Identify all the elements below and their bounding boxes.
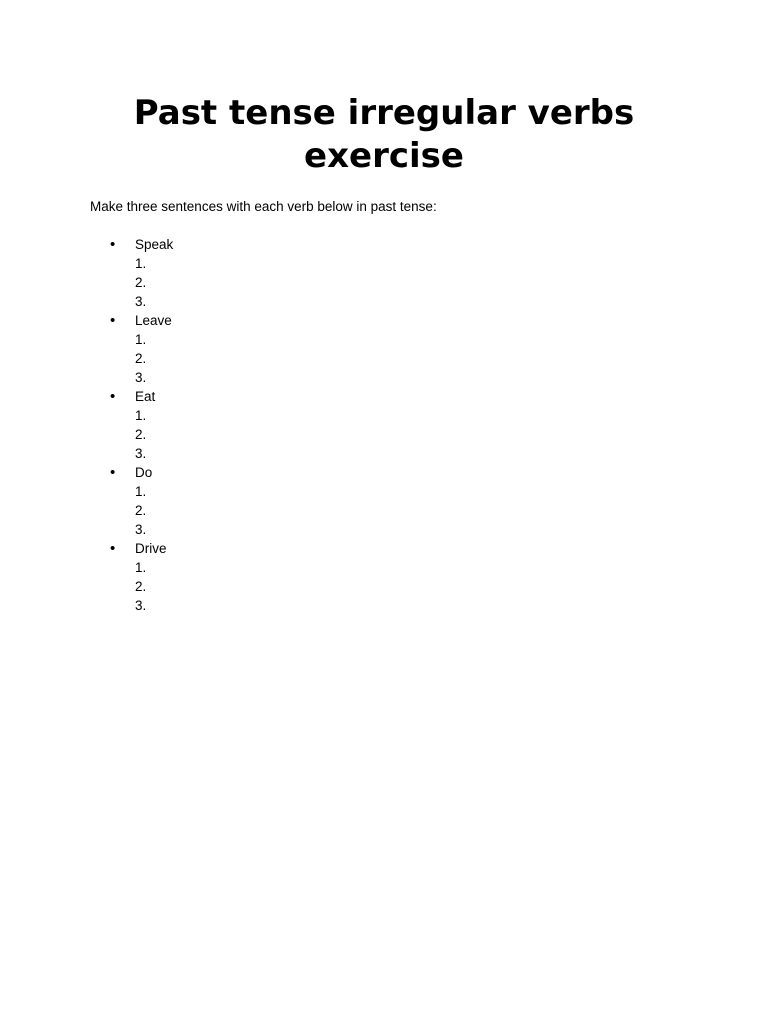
sentence-text[interactable]: [158, 597, 618, 614]
sentence-item: [0, 273, 768, 292]
sentence-number: 3.: [135, 293, 147, 309]
sentence-item: [0, 444, 768, 463]
verb-label: Do: [135, 464, 153, 480]
sentence-number: 3.: [135, 369, 147, 385]
sentence-number: 1.: [135, 559, 147, 575]
bullet-icon: •: [110, 463, 116, 481]
sentence-item: [0, 596, 768, 615]
sentence-number: 1.: [135, 331, 147, 347]
sentence-number: 1.: [135, 483, 147, 499]
verb-list: [0, 235, 768, 615]
sentence-text[interactable]: [158, 426, 618, 443]
bullet-icon: •: [110, 387, 116, 405]
sentence-list: [0, 254, 768, 311]
verb-line: [0, 387, 768, 406]
sentence-number: 2.: [135, 350, 147, 366]
sentence-list: [0, 330, 768, 387]
sentence-text[interactable]: [158, 255, 618, 272]
sentence-text[interactable]: [158, 483, 618, 500]
verb-item-speak: [0, 235, 768, 311]
sentence-item: [0, 349, 768, 368]
sentence-text[interactable]: [158, 521, 618, 538]
bullet-icon: •: [110, 539, 116, 557]
verb-item-do: [0, 463, 768, 539]
verb-label: Eat: [135, 388, 156, 404]
sentence-text[interactable]: [158, 274, 618, 291]
sentence-list: [0, 558, 768, 615]
sentence-text[interactable]: [158, 293, 618, 310]
verb-line: [0, 235, 768, 254]
sentence-item: [0, 368, 768, 387]
sentence-item: [0, 558, 768, 577]
sentence-list: [0, 482, 768, 539]
verb-line: [0, 539, 768, 558]
sentence-item: [0, 577, 768, 596]
document-title: Past tense irregular verbs exercise: [133, 93, 635, 176]
sentence-list: [0, 406, 768, 463]
verb-label: Speak: [135, 236, 174, 252]
sentence-text[interactable]: [158, 350, 618, 367]
sentence-text[interactable]: [158, 369, 618, 386]
sentence-item: [0, 425, 768, 444]
sentence-item: [0, 406, 768, 425]
sentence-number: 2.: [135, 426, 147, 442]
verb-line: [0, 463, 768, 482]
sentence-text[interactable]: [158, 559, 618, 576]
sentence-number: 1.: [135, 255, 147, 271]
sentence-item: [0, 501, 768, 520]
bullet-icon: •: [110, 311, 116, 329]
verb-label: Leave: [135, 312, 172, 328]
sentence-item: [0, 330, 768, 349]
verb-item-leave: [0, 311, 768, 387]
sentence-number: 2.: [135, 578, 147, 594]
sentence-number: 2.: [135, 274, 147, 290]
sentence-number: 3.: [135, 521, 147, 537]
sentence-item: [0, 254, 768, 273]
sentence-number: 3.: [135, 597, 147, 613]
sentence-text[interactable]: [158, 331, 618, 348]
sentence-number: 2.: [135, 502, 147, 518]
sentence-text[interactable]: [158, 578, 618, 595]
instructions-text: Make three sentences with each verb below in past tense:: [90, 199, 437, 214]
bullet-icon: •: [110, 235, 116, 253]
verb-line: [0, 311, 768, 330]
sentence-item: [0, 292, 768, 311]
sentence-number: 3.: [135, 445, 147, 461]
sentence-number: 1.: [135, 407, 147, 423]
sentence-text[interactable]: [158, 445, 618, 462]
verb-item-eat: [0, 387, 768, 463]
sentence-text[interactable]: [158, 502, 618, 519]
sentence-text[interactable]: [158, 407, 618, 424]
verb-item-drive: [0, 539, 768, 615]
sentence-item: [0, 482, 768, 501]
sentence-item: [0, 520, 768, 539]
verb-label: Drive: [135, 540, 167, 556]
